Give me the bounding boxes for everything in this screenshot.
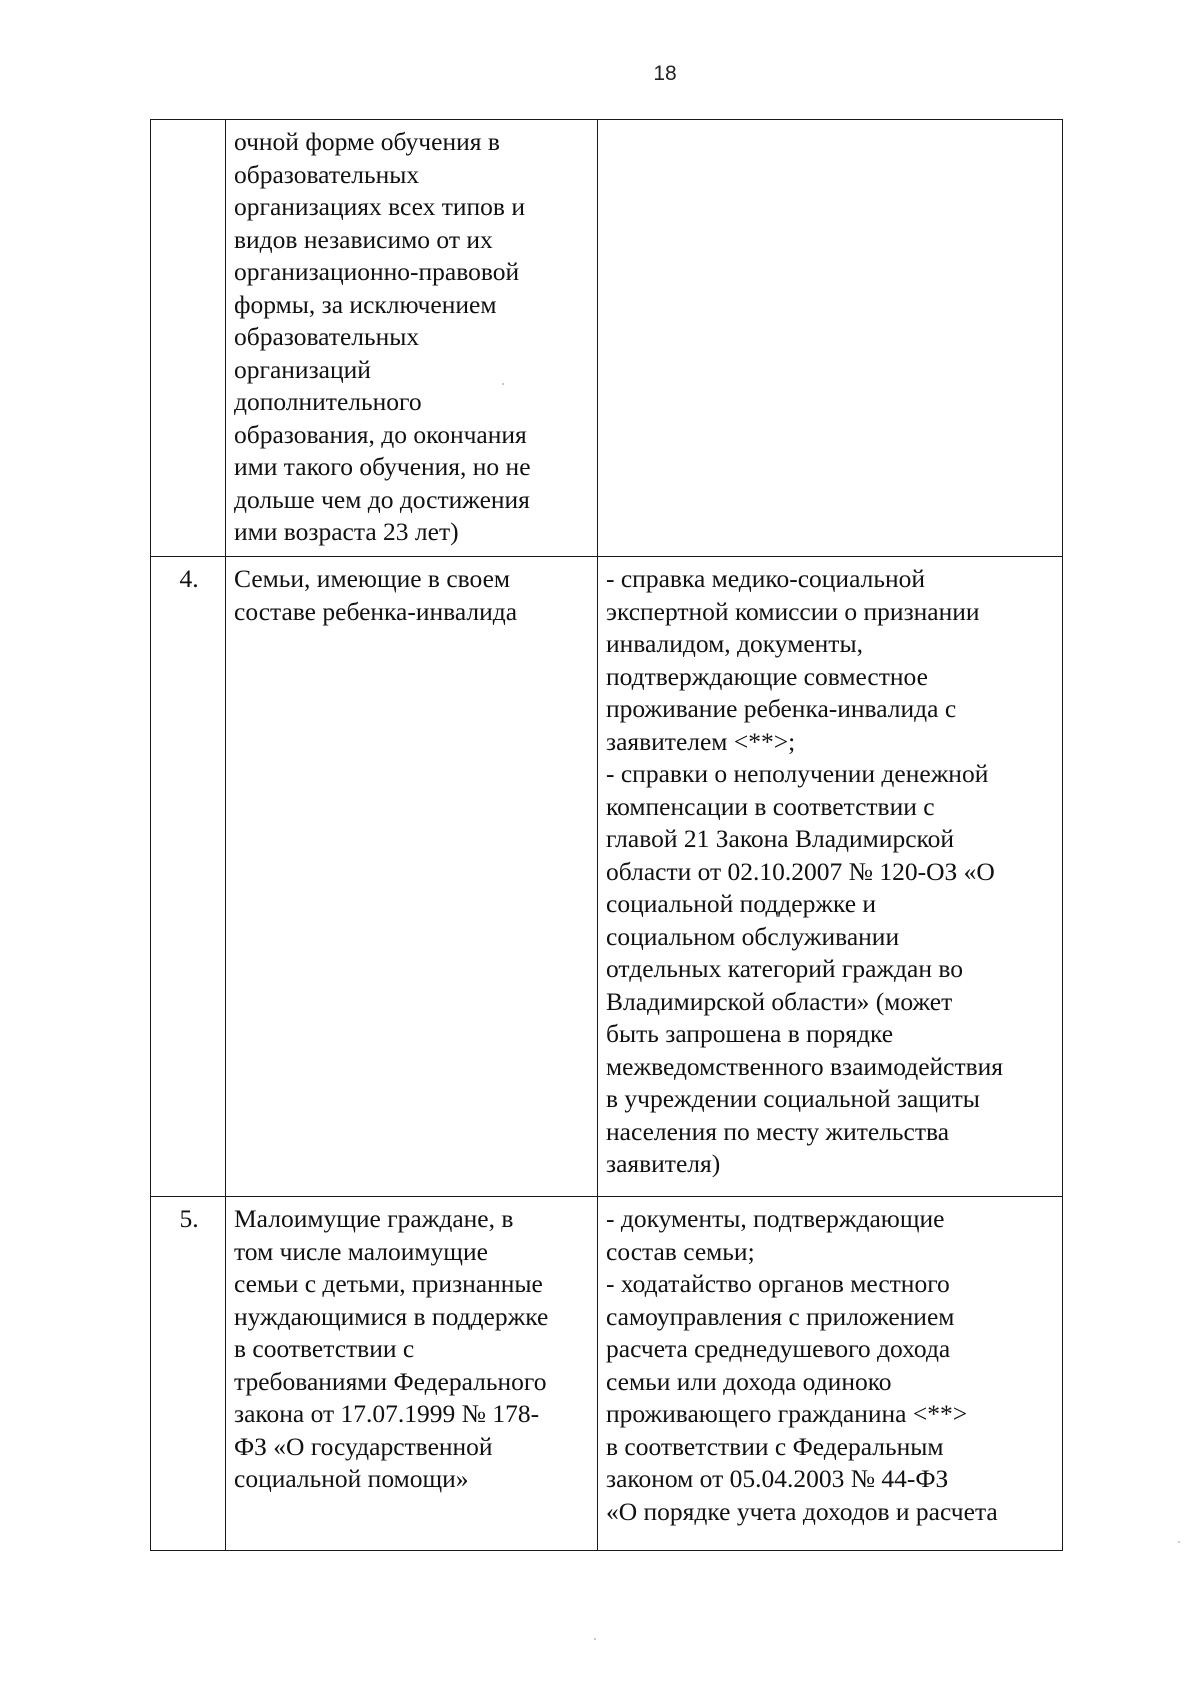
- text-line: главой 21 Закона Владимирской: [606, 824, 955, 853]
- text-line: социальном обслуживании: [606, 921, 900, 951]
- text-line: инвалидом, документы,: [606, 629, 863, 658]
- benefits-table: [150, 119, 1063, 1551]
- table-row: [151, 120, 1063, 557]
- text-line: организациях всех типов и: [234, 192, 525, 221]
- text-line: отдельных категорий граждан во: [606, 954, 963, 983]
- category-text: [234, 563, 591, 628]
- text-line: - документы, подтверждающие: [606, 1204, 945, 1233]
- text-line: быть запрошена в порядке: [606, 1019, 894, 1048]
- text-line: организационно-правовой: [234, 257, 520, 286]
- row-number-cell: [151, 557, 226, 1197]
- text-line: «О порядке учета доходов и расчета: [606, 1496, 998, 1526]
- documents-cell: [598, 120, 1063, 557]
- text-line: - справка медико-социальной: [606, 564, 926, 593]
- scan-speck: [502, 383, 504, 385]
- text-line: заявителем <**>;: [606, 726, 796, 756]
- text-line: видов независимо от их: [234, 224, 493, 254]
- text-line: в соответствии с: [234, 1334, 415, 1363]
- text-line: социальной поддержке и: [606, 889, 877, 918]
- scan-speck: [1178, 1541, 1180, 1543]
- documents-text: [606, 1203, 1056, 1528]
- documents-cell: [598, 557, 1063, 1197]
- text-line: подтверждающие совместное: [606, 661, 928, 691]
- row-number-cell: [151, 120, 226, 557]
- text-line: Семьи, имеющие в своем: [234, 564, 511, 593]
- text-line: семьи или дохода одиноко: [606, 1366, 892, 1396]
- text-line: в учреждении социальной защиты: [606, 1084, 980, 1113]
- text-line: - справки о неполучении денежной: [606, 759, 989, 788]
- table-row: [151, 557, 1063, 1197]
- category-text: [234, 1203, 591, 1496]
- text-line: расчета среднедушевого дохода: [606, 1334, 951, 1363]
- text-line: дольше чем до достижения: [234, 484, 530, 514]
- text-line: ФЗ «О государственной: [234, 1431, 493, 1461]
- text-line: дополнительного: [234, 387, 422, 416]
- text-line: нуждающимися в поддержке: [234, 1301, 549, 1331]
- category-cell: [226, 557, 598, 1197]
- text-line: организаций: [234, 354, 371, 384]
- text-line: семьи с детьми, признанные: [234, 1269, 543, 1298]
- text-line: Малоимущие граждане, в: [234, 1204, 514, 1233]
- category-text: [234, 126, 591, 549]
- text-line: заявителя): [606, 1149, 721, 1178]
- text-line: проживание ребенка-инвалида с: [606, 694, 957, 723]
- scan-speck: [594, 1638, 596, 1640]
- text-line: области от 02.10.2007 № 120-ОЗ «О: [606, 856, 995, 886]
- table-row: [151, 1197, 1063, 1551]
- text-line: образования, до окончания: [234, 419, 527, 449]
- text-line: законом от 05.04.2003 № 44-ФЗ: [606, 1464, 949, 1493]
- text-line: самоуправления с приложением: [606, 1301, 955, 1331]
- row-number: 5.: [179, 1204, 199, 1233]
- page-number: 18: [653, 62, 677, 85]
- text-line: компенсации в соответствии с: [606, 791, 935, 821]
- text-line: требованиями Федерального: [234, 1366, 547, 1396]
- text-line: населения по месту жительства: [606, 1116, 950, 1146]
- text-line: социальной помощи»: [234, 1464, 469, 1493]
- category-cell: [226, 1197, 598, 1551]
- text-line: Владимирской области» (может: [606, 986, 953, 1016]
- text-line: образовательных: [234, 322, 420, 351]
- text-line: образовательных: [234, 159, 420, 189]
- text-line: очной форме обучения в: [234, 127, 500, 156]
- row-number-cell: [151, 1197, 226, 1551]
- text-line: экспертной комиссии о признании: [606, 596, 980, 626]
- text-line: составе ребенка-инвалида: [234, 596, 518, 626]
- text-line: формы, за исключением: [234, 289, 497, 319]
- text-line: - ходатайство органов местного: [606, 1269, 950, 1298]
- text-line: межведомственного взаимодействия: [606, 1051, 1004, 1081]
- text-line: том числе малоимущие: [234, 1236, 488, 1266]
- category-cell: [226, 120, 598, 557]
- text-line: ими возраста 23 лет): [234, 517, 459, 546]
- text-line: состав семьи;: [606, 1236, 755, 1266]
- documents-cell: [598, 1197, 1063, 1551]
- text-line: проживающего гражданина <**>: [606, 1399, 968, 1428]
- text-line: в соответствии с Федеральным: [606, 1431, 944, 1461]
- documents-text: [606, 563, 1056, 1181]
- text-line: закона от 17.07.1999 № 178-: [234, 1399, 540, 1428]
- text-line: ими такого обучения, но не: [234, 452, 531, 481]
- row-number: 4.: [179, 564, 199, 593]
